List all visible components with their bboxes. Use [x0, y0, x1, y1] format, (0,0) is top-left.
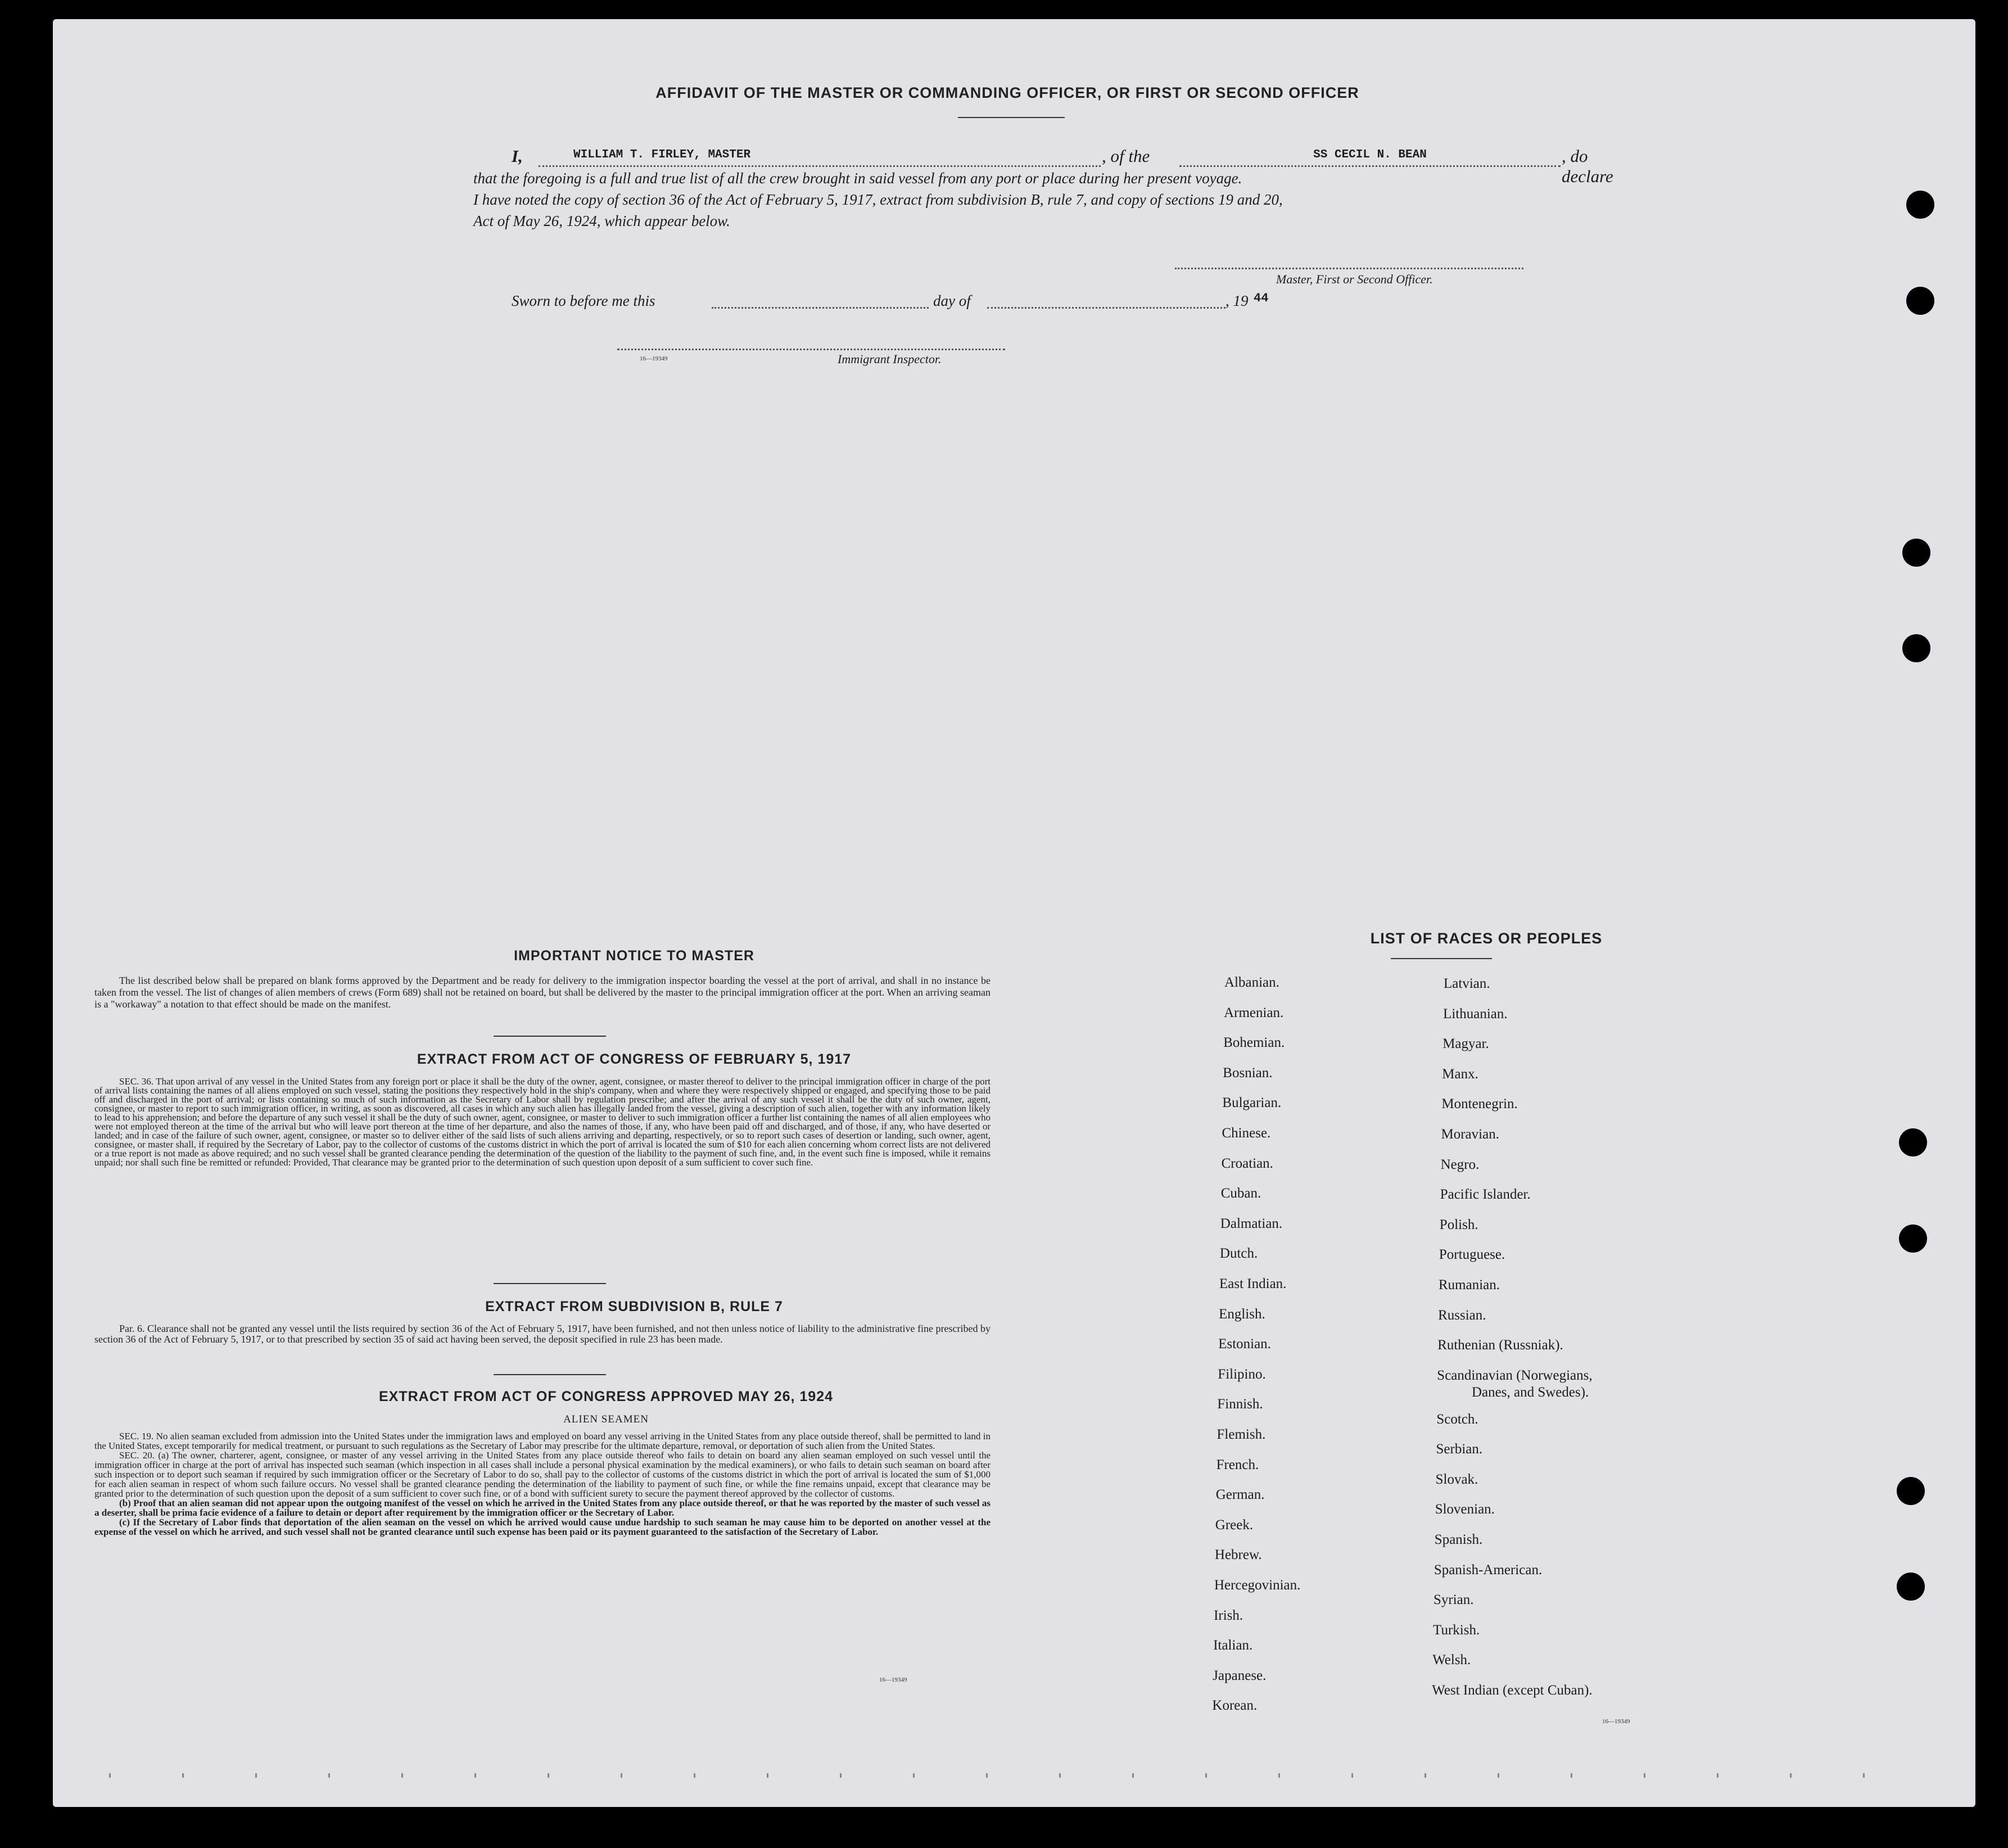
race-item: Korean. — [1212, 1698, 1258, 1714]
race-item: Scotch. — [1436, 1411, 1478, 1427]
title-divider — [958, 117, 1065, 118]
race-item: Montenegrin. — [1441, 1096, 1518, 1112]
race-item: German. — [1215, 1487, 1265, 1503]
do-declare-label: , do declare — [1562, 146, 1613, 186]
binder-hole — [1899, 1128, 1927, 1156]
sec20a-text: SEC. 20. (a) The owner, charterer, agent, consignee, or master of any vessel arriving in the United States from any place outside thereof who fails to detain on board any alien seaman employed on such vessel until the immigration officer in charge at the port of arrival has inspected such seaman (which inspection in all cases shall include a personal physical examination by the medical examiners), or who fails to detain such seaman on board after such inspection or to deport such seaman if required by such immigration officer or the Secretary of Labor to do so, shall pay to the collector of customs of the customs district in which the port of arrival is located the sum of $1,000 for each alien seaman in respect of whom such failure occurs. No vessel shall be granted clearance pending the determination of the liability to payment of such fine, or while the fine remains unpaid, except that clearance may be granted prior to the determination of such question upon the deposit of a sum sufficient to cover such fine, or of a bond with sufficient surety to secure the payment thereof approved by the collector of customs. — [94, 1450, 991, 1499]
extract-1924-subtitle: ALIEN SEAMEN — [563, 1413, 649, 1425]
race-item: Moravian. — [1441, 1127, 1499, 1142]
race-item-continuation: Danes, and Swedes). — [1472, 1384, 1589, 1400]
race-item: Albanian. — [1224, 975, 1279, 990]
race-item: Hebrew. — [1214, 1547, 1262, 1563]
race-item: Rumanian. — [1439, 1277, 1500, 1293]
races-divider — [1391, 958, 1492, 959]
affidavit-form-number: 16—19349 — [640, 355, 668, 362]
extract-form-number: 16—19349 — [879, 1677, 907, 1683]
extract-rule7-title: EXTRACT FROM SUBDIVISION B, RULE 7 — [485, 1299, 783, 1314]
master-name-value: WILLIAM T. FIRLEY, MASTER — [573, 148, 751, 161]
binder-hole — [1897, 1477, 1925, 1505]
race-item: Spanish-American. — [1433, 1562, 1543, 1578]
race-item: Irish. — [1214, 1607, 1243, 1623]
race-item: Pacific Islander. — [1440, 1187, 1531, 1203]
extract-1917-text: SEC. 36. That upon arrival of any vessel in the United States from any foreign port or place it shall be the duty of the owner, agent, consignee, or master thereof to deliver to the principal immigration officer in charge of the port of arrival lists containing the names of all aliens employed on such vessel, stating the positions they respectively hold in the ship's company, when and where they were respectively shipped or engaged, and specifying those to be paid off and discharged in the port of arrival; or lists containing so much of such information as the Secretary of Labor shall by regulation prescribe; and after the arrival of any such vessel it shall be the duty of such owner, agent, consignee, or master to report to such immigration officer, in writing, as soon as discovered, all cases in which any such alien has illegally landed from the vessel, giving a description of such alien, together with any information likely to lead to his apprehension; and before the departure of any such vessel it shall be the duty of such owner, agent, consignee, or master to deliver to such immigration officer a further list containing the names of all alien employees who were not employed thereon at the time of the arrival but who will leave port thereon at the time of her departure, and also the names of those, if any, who have been paid off and discharged, and of those, if any, who have deserted or landed; and in case of the failure of such owner, agent, consignee, or master so to deliver either of the said lists of such aliens arriving and departing, respectively, or so to report such cases of desertion or landing, such owner, agent, consignee, or master shall, if required by the Secretary of Labor, pay to the collector of customs of the customs district in which the port of arrival is located the sum of $10 for each alien concerning whom correct lists are not delivered or a true report is not made as above required; and no such vessel shall be granted clearance pending the determination of the question of the liability to the payment of such fine, and, in the event such fine is imposed, while it remains unpaid; nor shall such fine be remitted or refunded: Provided, That clearance may be granted prior to the determination of such question upon deposit of a sum sufficient to cover such fine. — [94, 1076, 991, 1168]
race-item: Slovak. — [1435, 1471, 1478, 1487]
affidavit-body — [473, 168, 1620, 232]
binder-hole — [1906, 191, 1934, 219]
race-item: Flemish. — [1216, 1427, 1266, 1442]
sec20c-text: (c) If the Secretary of Labor finds that deportation of the alien seaman on the vessel on which he arrived would cause undue hardship to such seaman he may cause him to be deported on another vessel at the expense of the vessel on which he arrived, and such vessel shall not be granted clearance until such expense has been paid or its payment guaranteed to the satisfaction of the Secretary of Labor. — [94, 1517, 991, 1537]
race-item: West Indian (except Cuban). — [1432, 1682, 1593, 1698]
race-item: Finnish. — [1217, 1397, 1263, 1412]
extract-1924-body — [94, 1431, 991, 1537]
race-item: Ruthenian (Russniak). — [1437, 1338, 1563, 1353]
notice-title: IMPORTANT NOTICE TO MASTER — [514, 948, 754, 964]
year-prefix: , 19 — [1225, 292, 1249, 309]
binder-hole — [1902, 634, 1930, 662]
race-item: Polish. — [1439, 1217, 1478, 1232]
race-item: Greek. — [1215, 1517, 1254, 1533]
race-item: Armenian. — [1224, 1005, 1284, 1020]
extract-1917-title: EXTRACT FROM ACT OF CONGRESS OF FEBRUARY 5, 1917 — [417, 1051, 852, 1067]
race-item: Bohemian. — [1223, 1035, 1285, 1051]
binder-hole — [1902, 539, 1930, 567]
extract-1924-title: EXTRACT FROM ACT OF CONGRESS APPROVED MAY 26, 1924 — [378, 1389, 834, 1404]
race-item: Slovenian. — [1435, 1502, 1495, 1517]
affidavit-title: AFFIDAVIT OF THE MASTER OR COMMANDING OFFICER, OR FIRST OR SECOND OFFICER — [655, 84, 1359, 101]
binder-hole — [1897, 1573, 1925, 1601]
notice-text: The list described below shall be prepared on blank forms approved by the Department and be ready for delivery to the immigration inspector boarding the vessel at the port of arrival, and shall in no instance be taken from the vessel. The list of changes of alien members of crews (Form 689) shall not be retained on board, but shall be delivered by the master to the principal immigration officer at the port. When an arriving seaman is a "workaway" a notation to that effect should be made on the manifest. — [94, 975, 991, 1010]
race-item: Chinese. — [1222, 1126, 1271, 1141]
sec20b-text: (b) Proof that an alien seaman did not appear upon the outgoing manifest of the vessel on which he arrived in the United States from any place outside thereof, or that he was reported by the master of such vessel as a deserter, shall be prima facie evidence of a failure to detain or deport after requirement by the immigration officer or the Secretary of Labor. — [94, 1498, 991, 1518]
race-item: Welsh. — [1432, 1652, 1471, 1668]
binder-hole — [1906, 287, 1934, 315]
affidavit-body-line-2: I have noted the copy of section 36 of the Act of February 5, 1917, extract from subdivision B, rule 7, and copy of sections 19 and 20, — [473, 191, 1283, 208]
races-form-number: 16—19349 — [1602, 1718, 1630, 1725]
race-item: Japanese. — [1213, 1668, 1267, 1683]
sworn-day-field — [712, 306, 929, 309]
race-item: Lithuanian. — [1443, 1006, 1508, 1022]
race-item: Portuguese. — [1439, 1247, 1505, 1263]
race-item: Magyar. — [1442, 1036, 1489, 1052]
sworn-month-field — [987, 306, 1225, 309]
race-item: Bulgarian. — [1222, 1095, 1282, 1111]
i-label: I, — [512, 146, 523, 166]
races-title: LIST OF RACES OR PEOPLES — [1370, 930, 1603, 947]
race-item: Croatian. — [1221, 1155, 1273, 1171]
race-item: French. — [1216, 1457, 1259, 1472]
sec19-text: SEC. 19. No alien seaman excluded from admission into the United States under the immigration laws and employed on board any vessel arriving in the United States from any place outside thereof, shall be permitted to land in the United States, except temporarily for medical treatment, or pursuant to such regulations as the Secretary of Labor may prescribe for the ultimate departure, removal, or deportation of such alien from the United States. — [94, 1431, 991, 1451]
affidavit-body-line-3: Act of May 26, 1924, which appear below. — [473, 213, 730, 229]
race-item: Russian. — [1438, 1307, 1486, 1323]
sworn-line — [512, 292, 1355, 315]
inspector-label: Immigrant Inspector. — [838, 352, 942, 366]
day-of-label: day of — [933, 292, 971, 309]
race-item: Italian. — [1213, 1638, 1253, 1653]
race-item: Serbian. — [1436, 1442, 1483, 1457]
extract-rule7-divider — [494, 1374, 606, 1375]
extract-1917-divider — [494, 1283, 606, 1284]
vessel-name-value: SS CECIL N. BEAN — [1313, 148, 1427, 161]
race-item: East Indian. — [1219, 1276, 1287, 1291]
affidavit-body-line-1: that the foregoing is a full and true list of all the crew brought in said vessel from any port or place during her present voyage. — [473, 170, 1242, 187]
race-item: Manx. — [1442, 1066, 1478, 1082]
scan-dust — [87, 1773, 1885, 1778]
race-item: Filipino. — [1218, 1366, 1266, 1382]
binder-hole — [1899, 1225, 1927, 1253]
race-item: Dalmatian. — [1220, 1216, 1283, 1231]
notice-divider — [494, 1036, 606, 1037]
of-the-label: , of the — [1102, 146, 1150, 166]
race-item: Negro. — [1440, 1156, 1480, 1172]
race-item: Estonian. — [1218, 1336, 1271, 1352]
year-value: 44 — [1254, 291, 1269, 305]
sworn-label: Sworn to before me this — [512, 292, 655, 309]
race-item: English. — [1219, 1306, 1265, 1322]
race-item: Bosnian. — [1223, 1065, 1273, 1081]
race-item: Scandinavian (Norwegians, — [1437, 1367, 1593, 1383]
race-item: Syrian. — [1433, 1592, 1474, 1608]
master-signature-label: Master, First or Second Officer. — [1276, 272, 1433, 286]
extract-rule7-text: Par. 6. Clearance shall not be granted any vessel until the lists required by section 36 of the Act of February 5, 1917, have been furnished, and not then unless notice of liability to the administrative fine prescribed by section 36 of the Act of February 5, 1917, or to that prescribed by section 35 of said act having been served, the deposit specified in rule 23 has been made. — [94, 1323, 991, 1345]
form-sheet — [53, 19, 1975, 1807]
master-signature-line — [1175, 266, 1523, 269]
race-item: Dutch. — [1219, 1246, 1258, 1262]
race-item: Cuban. — [1220, 1186, 1261, 1201]
race-item: Spanish. — [1434, 1531, 1483, 1547]
race-item: Latvian. — [1444, 976, 1490, 991]
inspector-signature-line — [617, 347, 1005, 350]
race-item: Hercegovinian. — [1214, 1578, 1301, 1593]
race-item: Turkish. — [1433, 1622, 1480, 1638]
